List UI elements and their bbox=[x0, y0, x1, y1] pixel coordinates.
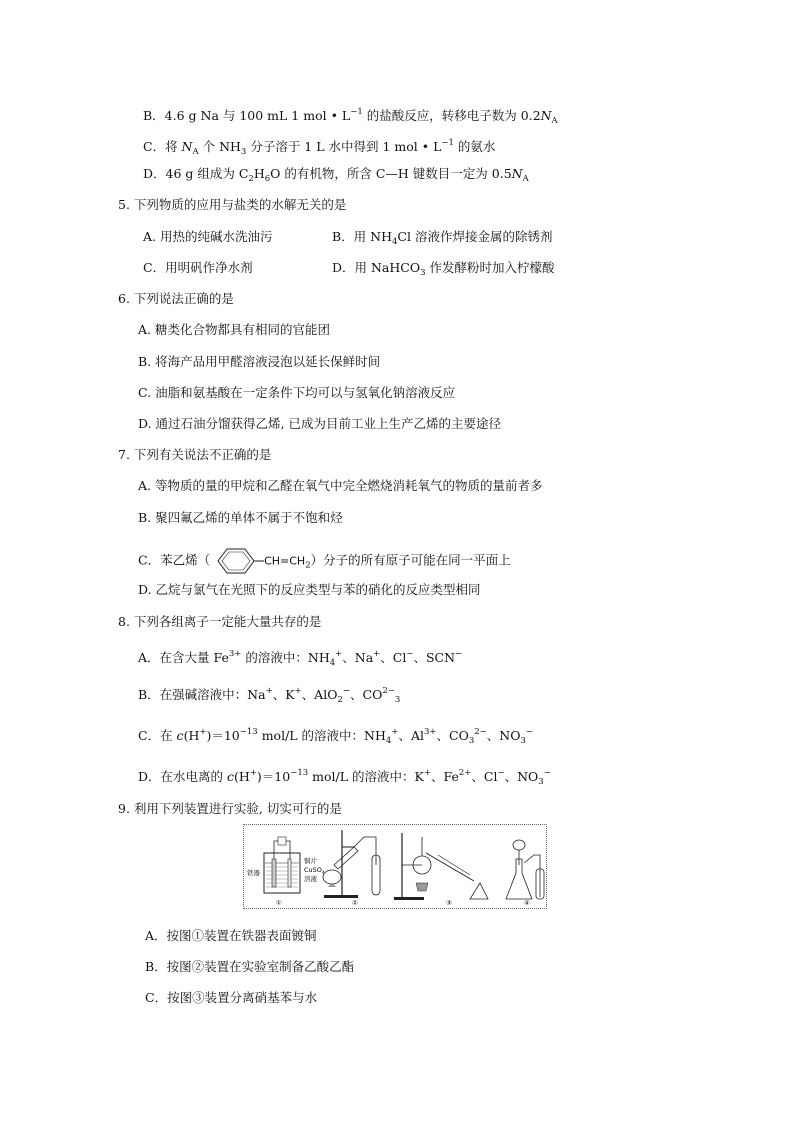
label-cuso4: CuSO$_4$ bbox=[304, 866, 325, 876]
q4-option-b: B．4.6 g Na 与 100 mL 1 mol • $L^{-1}$ 的盐酸反应，转移电子数为 $0.2N_A$ bbox=[143, 107, 558, 126]
label-tiewu: 铁器 bbox=[247, 869, 260, 877]
q8-stem: 8. 下列各组离子一定能大量共存的是 bbox=[118, 614, 322, 629]
figure-3-distillation bbox=[394, 833, 488, 907]
q8-option-b: B．在强碱溶液中：Na+、K+、AlO$_2$−、$CO^{2-}_3$ bbox=[138, 686, 401, 705]
label-tongpian: 铜片 bbox=[304, 857, 317, 865]
figure-number-4: ④ bbox=[524, 899, 530, 907]
q5-option-c: C．用明矾作净水剂 bbox=[143, 260, 253, 275]
label-rongye: 溶液 bbox=[304, 875, 317, 883]
q8-option-d: D．在水电离的 $c(H^+)=10^{-13}$ mol/L 的溶液中：K+、$Fe^{2+}$、Cl−、$NO_3^-$ bbox=[138, 768, 551, 787]
q6-option-b: B. 将海产品用甲醛溶液浸泡以延长保鲜时间 bbox=[138, 354, 381, 369]
q6-option-d: D. 通过石油分馏获得乙烯, 已成为目前工业上生产乙烯的主要途径 bbox=[138, 416, 501, 431]
q8-option-c: C．在 $c(H^+)=10^{-13}$ mol/L 的溶液中：$NH_4^+$、$Al^{3+}$、$CO_3^{2-}$、$NO_3^-$ bbox=[138, 727, 534, 746]
q5-stem: 5. 下列物质的应用与盐类的水解无关的是 bbox=[118, 197, 347, 212]
q8-option-a: A．在含大量 $Fe^{3+}$ 的溶液中：$NH_4^+$、Na+、Cl−、SCN− bbox=[138, 649, 463, 668]
q9-option-b: B．按图②装置在实验室制备乙酸乙酯 bbox=[145, 959, 355, 974]
figure-number-3: ③ bbox=[446, 899, 452, 907]
figure-1-electroplating bbox=[247, 837, 325, 907]
q9-stem: 9. 利用下列装置进行实验, 切实可行的是 bbox=[118, 801, 342, 816]
figure-2-ester-setup bbox=[323, 830, 380, 907]
figure-number-1: ① bbox=[276, 899, 282, 907]
q6-option-a: A. 糖类化合物都具有相同的官能团 bbox=[138, 322, 330, 337]
q4-option-c: C．将 $N_A$ 个 $NH_3$ 分子溶于 1 L 水中得到 1 mol • $L^{-1}$ 的氨水 bbox=[143, 138, 496, 157]
q7-option-b: B. 聚四氟乙烯的单体不属于不饱和烃 bbox=[138, 510, 343, 525]
q7-option-a: A. 等物质的量的甲烷和乙醛在氧气中完全燃烧消耗氧气的物质的量前者多 bbox=[138, 478, 543, 493]
apparatus-figure bbox=[243, 824, 547, 909]
q6-stem: 6. 下列说法正确的是 bbox=[118, 291, 234, 306]
q6-option-c: C. 油脂和氨基酸在一定条件下均可以与氢氧化钠溶液反应 bbox=[138, 385, 456, 400]
q9-option-c: C．按图③装置分离硝基苯与水 bbox=[145, 990, 318, 1005]
q7-option-d: D. 乙烷与氯气在光照下的反应类型与苯的硝化的反应类型相同 bbox=[138, 582, 481, 597]
q4-option-d: D．46 g 组成为 $C_2H_6O$ 的有机物，所含 C—H 键数目一定为 $0.5N_A$ bbox=[143, 166, 529, 184]
benzene-ring-icon bbox=[214, 546, 264, 576]
q5-option-d: D．用 NaHCO$_3$ 作发酵粉时加入柠檬酸 bbox=[332, 260, 555, 278]
q7-stem: 7. 下列有关说法不正确的是 bbox=[118, 447, 272, 462]
q5-option-a: A. 用热的纯碱水洗油污 bbox=[143, 229, 273, 244]
q7-option-c: C．苯乙烯（ $CH=CH_2$）分子的所有原子可能在同一平面上 bbox=[138, 546, 511, 576]
q5-option-b: B．用 $NH_4Cl$ 溶液作焊接金属的除锈剂 bbox=[332, 229, 553, 247]
q9-option-a: A．按图①装置在铁器表面镀铜 bbox=[145, 928, 317, 943]
figure-number-2: ② bbox=[352, 899, 358, 907]
figure-4-flask bbox=[506, 840, 544, 907]
